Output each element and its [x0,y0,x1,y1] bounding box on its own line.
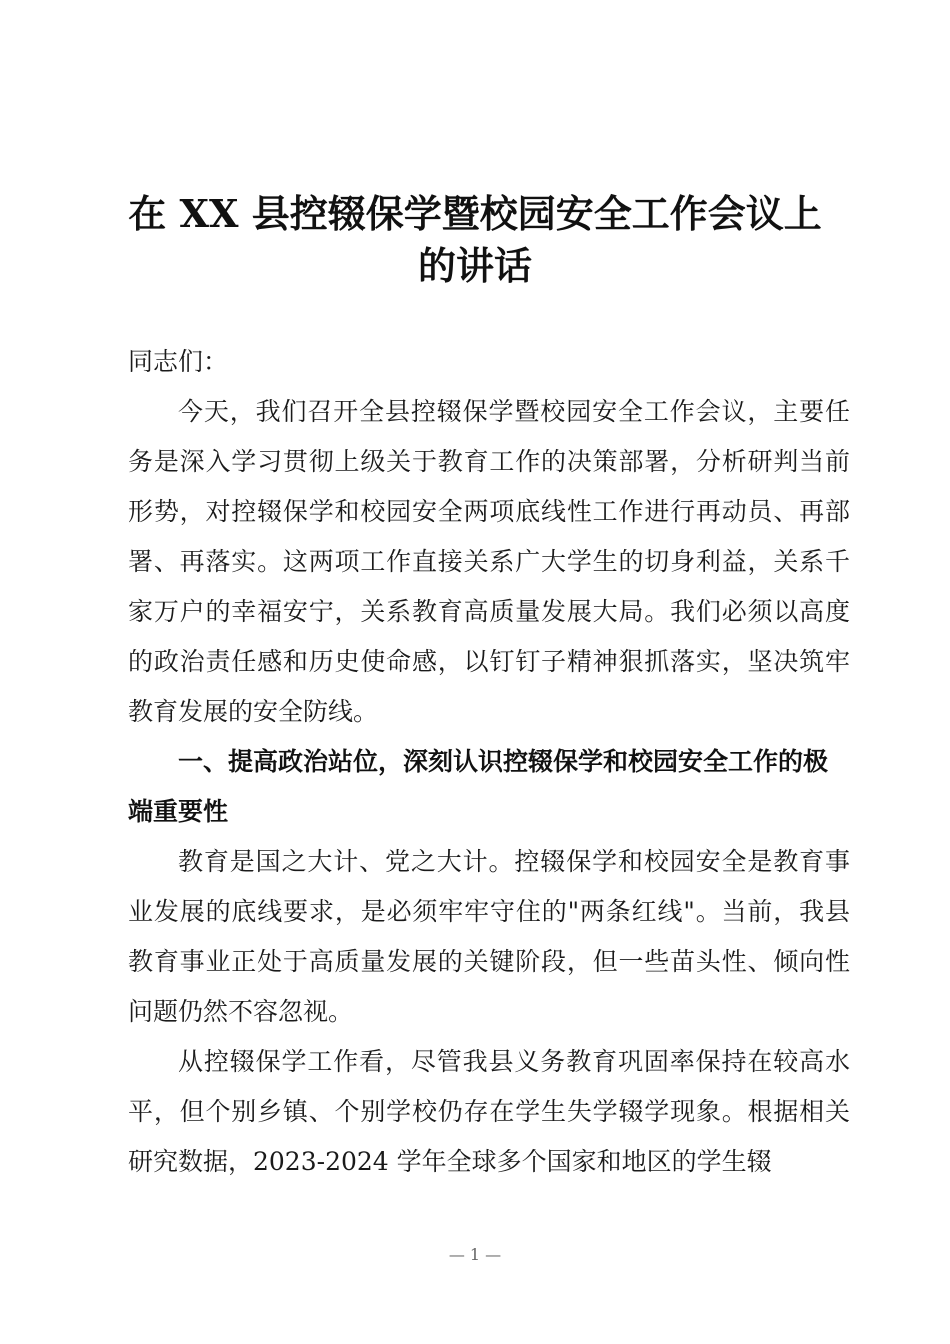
page-number: — 1 — [448,1245,502,1264]
section-heading-1: 一、提高政治站位，深刻认识控辍保学和校园安全工作的极端重要性 [128,747,829,826]
document-body [128,337,850,1187]
paragraph-dropout: 从控辍保学工作看，尽管我县义务教育巩固率保持在较高水平，但个别乡镇、个别学校仍存在学生失学辍学现象。根据相关研究数据，2023-2024 学年全球多个国家和地区的学生辍 [128,1047,850,1176]
title-line-2: 的讲话 [417,243,532,288]
document-title [110,188,840,292]
paragraph-intro: 今天，我们召开全县控辍保学暨校园安全工作会议，主要任务是深入学习贯彻上级关于教育工作的决策部署，分析研判当前形势，对控辍保学和校园安全两项底线性工作进行再动员、再部署、再落实。这两项工作直接关系广大学生的切身利益，关系千家万户的幸福安宁，关系教育高质量发展大局。我们必须以高度的政治责任感和历史使命感，以钉钉子精神狠抓落实，坚决筑牢教育发展的安全防线。 [128,397,850,726]
salutation: 同志们： [128,347,229,376]
paragraph-education: 教育是国之大计、党之大计。控辍保学和校园安全是教育事业发展的底线要求，是必须牢牢守住的"两条红线"。当前，我县教育事业正处于高质量发展的关键阶段，但一些苗头性、倾向性问题仍然不容忽视。 [128,847,850,1026]
title-line-1: 在 XX 县控辍保学暨校园安全工作会议上 [128,191,822,236]
